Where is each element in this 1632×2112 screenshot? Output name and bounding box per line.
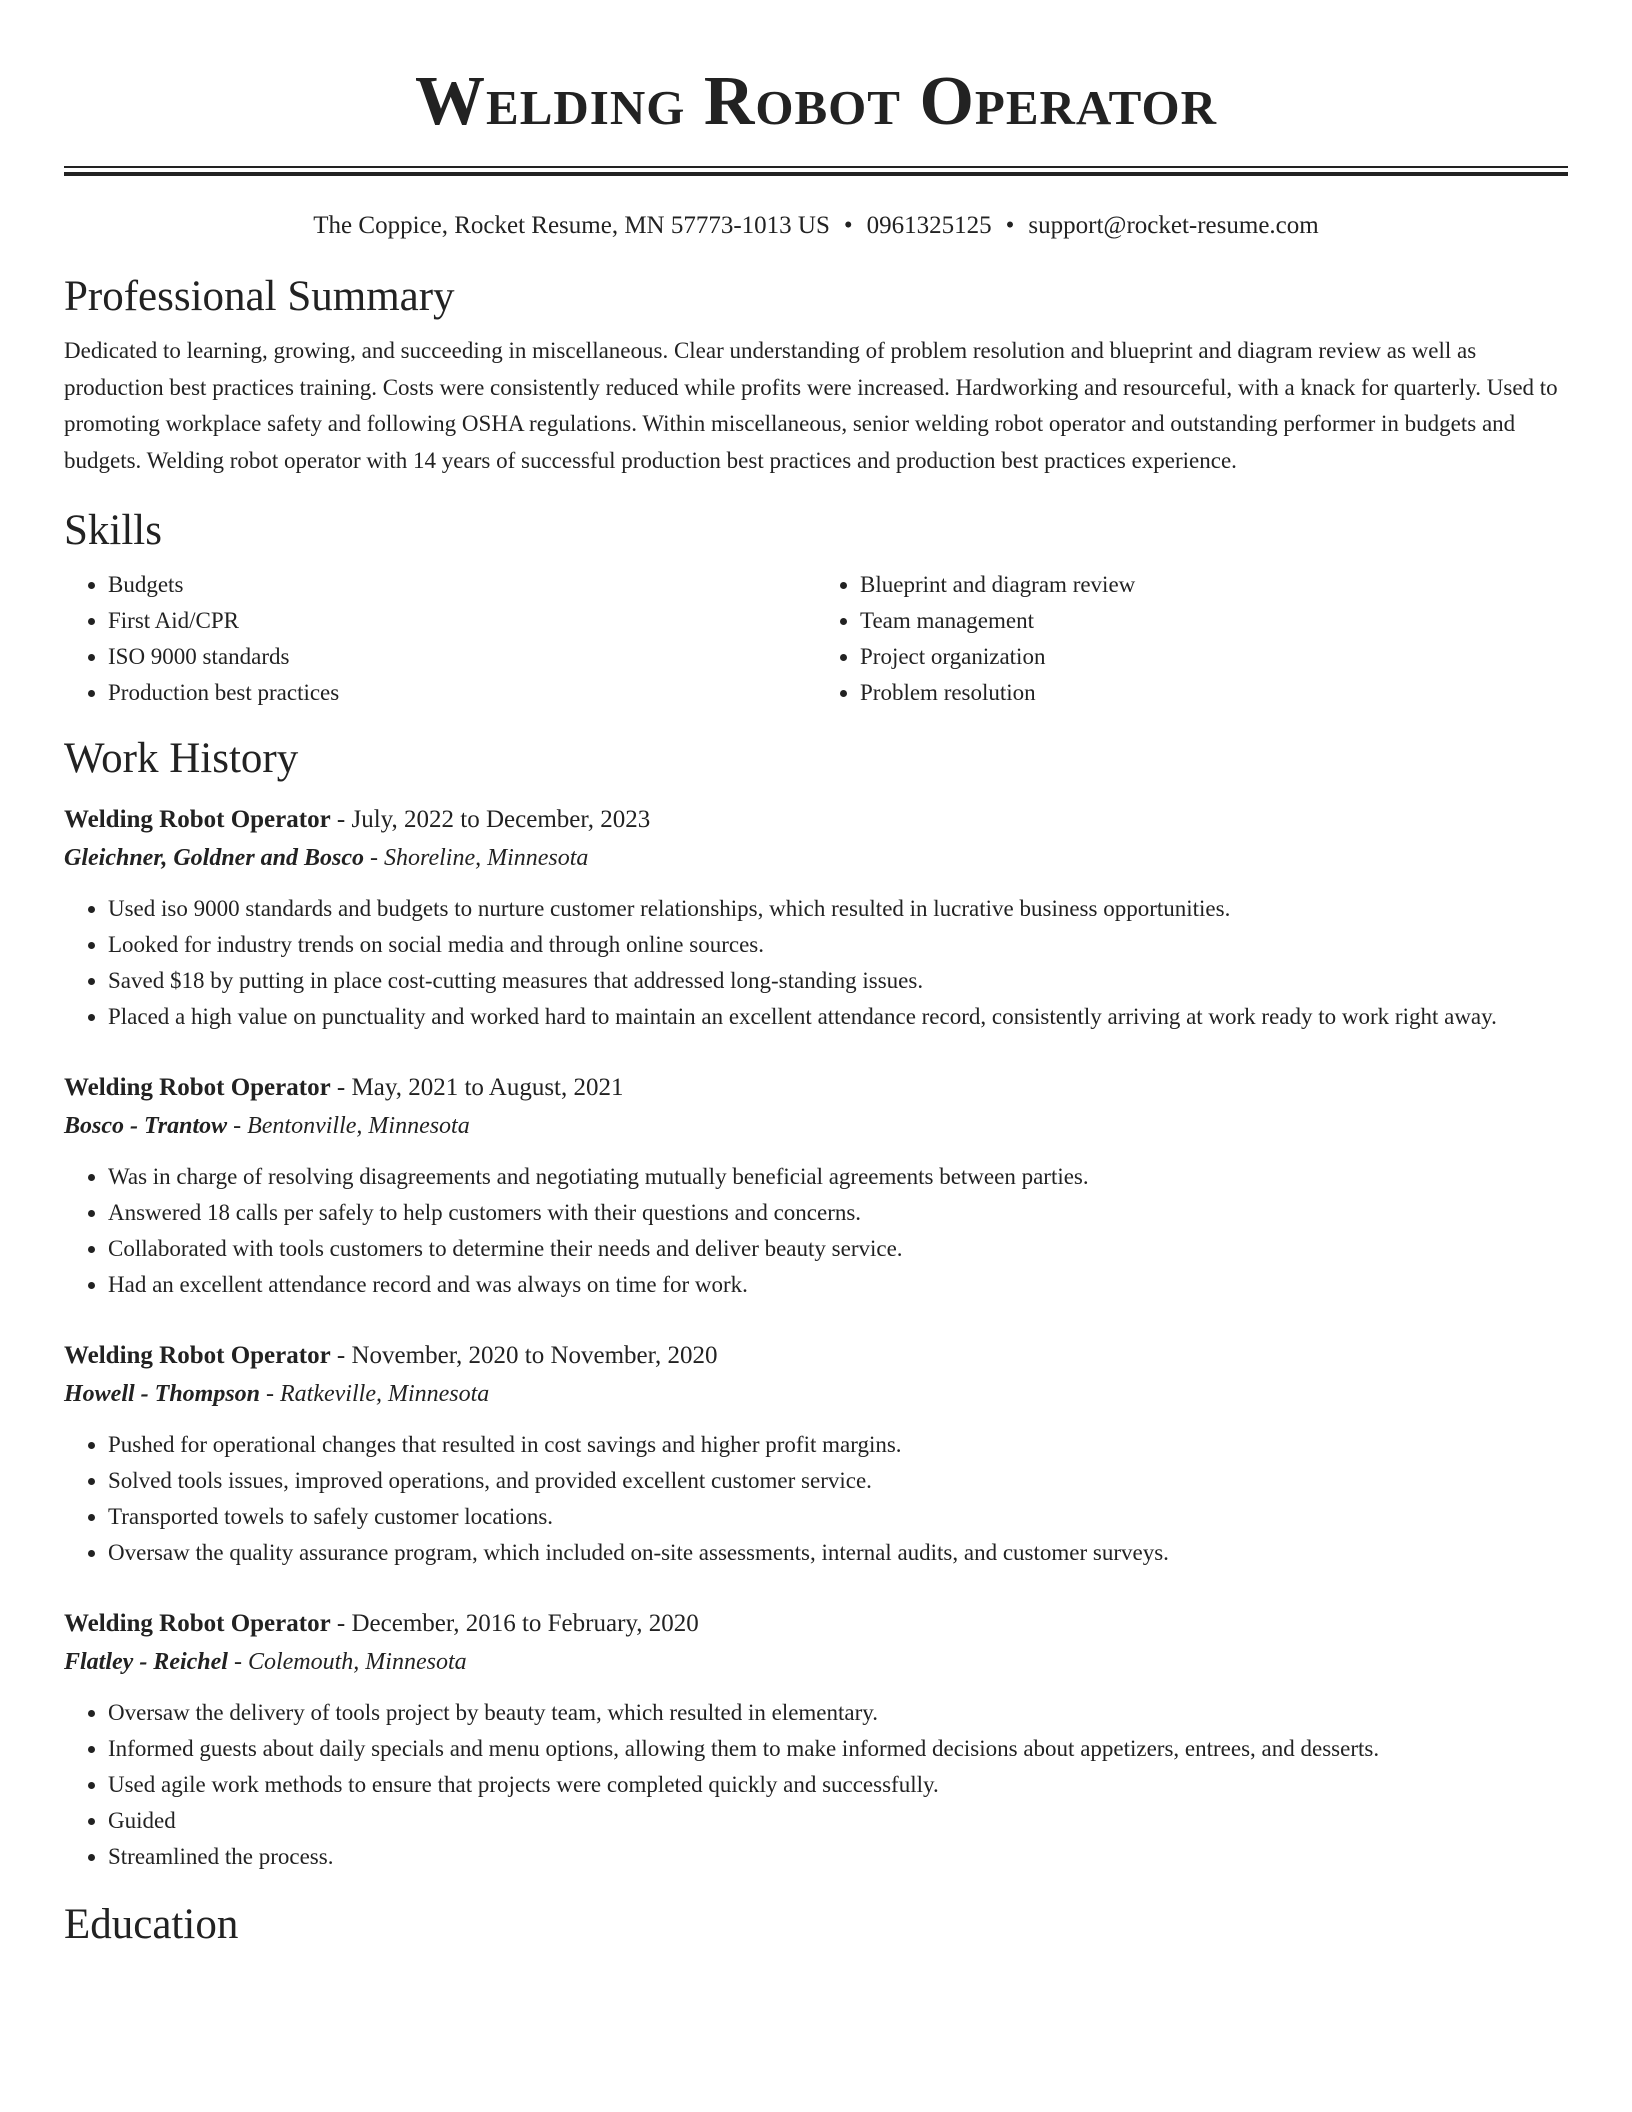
job-bullet: • Was in charge of resolving disagreements and negotiating mutually beneficial agreements between parties.: [108, 1159, 1568, 1195]
job-location: - Ratkeville, Minnesota: [260, 1381, 490, 1407]
job-bullets: [64, 1695, 1568, 1875]
job-company-line: [64, 1107, 1568, 1145]
contact-email: support@rocket-resume.com: [1028, 212, 1319, 239]
job-bullet: • Oversaw the quality assurance program, which included on-site assessments, internal audits, and customer surveys.: [108, 1535, 1568, 1571]
bullet-separator: •: [843, 212, 853, 239]
job-dates: - November, 2020 to November, 2020: [330, 1342, 718, 1369]
header-double-rule: [64, 166, 1568, 176]
job-company: Howell - Thompson: [64, 1381, 261, 1407]
bullet-separator: •: [1005, 212, 1015, 239]
job-entry: [64, 801, 1568, 1035]
job-bullet: • Pushed for operational changes that resulted in cost savings and higher profit margins.: [108, 1427, 1568, 1463]
job-bullet: • Collaborated with tools customers to determine their needs and deliver beauty service.: [108, 1231, 1568, 1267]
job-bullet: • Oversaw the delivery of tools project by beauty team, which resulted in elementary.: [108, 1695, 1568, 1731]
job-bullet: • Used agile work methods to ensure that projects were completed quickly and successfully.: [108, 1767, 1568, 1803]
job-company-line: [64, 1643, 1568, 1681]
job-location: - Colemouth, Minnesota: [227, 1649, 467, 1675]
skill-item: • Budgets: [108, 567, 816, 603]
job-bullet: • Solved tools issues, improved operations, and provided excellent customer service.: [108, 1463, 1568, 1499]
summary-heading: Professional Summary: [64, 273, 455, 320]
job-location: - Shoreline, Minnesota: [364, 845, 589, 871]
job-bullet: • Saved $18 by putting in place cost-cutting measures that addressed long-standing issues.: [108, 963, 1568, 999]
job-company: Bosco - Trantow: [64, 1113, 228, 1139]
job-role: Welding Robot Operator: [64, 1610, 331, 1637]
skill-item: • Project organization: [860, 639, 1568, 675]
job-bullet: • Guided: [108, 1803, 1568, 1839]
skill-item: • Problem resolution: [860, 675, 1568, 711]
job-title-line: [64, 801, 1568, 839]
job-bullet: • Informed guests about daily specials and menu options, allowing them to make informed decisions about appetizers, entrees, and desserts.: [108, 1731, 1568, 1767]
resume-name: Welding Robot Operator: [415, 63, 1217, 140]
job-title-line: [64, 1337, 1568, 1375]
skills-heading: Skills: [64, 507, 162, 554]
job-role: Welding Robot Operator: [64, 1074, 331, 1101]
job-bullet: • Looked for industry trends on social media and through online sources.: [108, 927, 1568, 963]
job-bullets: [64, 1159, 1568, 1303]
job-title-line: [64, 1605, 1568, 1643]
skill-item: • First Aid/CPR: [108, 603, 816, 639]
job-company: Gleichner, Goldner and Bosco: [64, 845, 365, 871]
job-location: - Bentonville, Minnesota: [227, 1113, 470, 1139]
job-bullet: • Placed a high value on punctuality and worked hard to maintain an excellent attendance record, consistently arriving at work ready to work right away.: [108, 999, 1568, 1035]
job-bullet: • Streamlined the process.: [108, 1839, 1568, 1875]
skill-item: • Production best practices: [108, 675, 816, 711]
job-entry: [64, 1069, 1568, 1303]
job-bullets: [64, 891, 1568, 1035]
skills-list-left: [64, 567, 816, 711]
job-company: Flatley - Reichel: [64, 1649, 228, 1675]
job-company-line: [64, 839, 1568, 877]
job-bullets: [64, 1427, 1568, 1571]
job-company-line: [64, 1375, 1568, 1413]
job-bullet: • Used iso 9000 standards and budgets to nurture customer relationships, which resulted in lucrative business opportunities.: [108, 891, 1568, 927]
job-role: Welding Robot Operator: [64, 1342, 331, 1369]
work-history-heading: Work History: [64, 735, 299, 782]
job-role: Welding Robot Operator: [64, 806, 331, 833]
job-dates: - December, 2016 to February, 2020: [330, 1610, 699, 1637]
skill-item: • Blueprint and diagram review: [860, 567, 1568, 603]
skills-columns: [64, 567, 1568, 711]
job-title-line: [64, 1069, 1568, 1107]
job-bullet: • Answered 18 calls per safely to help customers with their questions and concerns.: [108, 1195, 1568, 1231]
contact-phone: 0961325125: [866, 212, 992, 239]
skills-list-right: [816, 567, 1568, 711]
job-dates: - July, 2022 to December, 2023: [330, 806, 651, 833]
job-dates: - May, 2021 to August, 2021: [330, 1074, 624, 1101]
education-heading: Education: [64, 1901, 239, 1948]
contact-address: The Coppice, Rocket Resume, MN 57773-1013 US: [313, 212, 830, 239]
skill-item: • Team management: [860, 603, 1568, 639]
job-bullet: • Transported towels to safely customer locations.: [108, 1499, 1568, 1535]
skill-item: • ISO 9000 standards: [108, 639, 816, 675]
job-entry: [64, 1337, 1568, 1571]
summary-text: Dedicated to learning, growing, and succeeding in miscellaneous. Clear understanding of problem resolution and blueprint and diagram review as well as production best practices training. Costs were consistently reduced while profits were increased. Hardworking and resourceful, with a knack for quarterly. Used to promoting workplace safety and following OSHA regulations. Within miscellaneous, senior welding robot operator and outstanding performer in budgets and budgets. Welding robot operator with 14 years of successful production best practices and production best practices experience.: [64, 338, 1558, 473]
job-entry: [64, 1605, 1568, 1875]
job-bullet: • Had an excellent attendance record and was always on time for work.: [108, 1267, 1568, 1303]
contact-line: [64, 209, 1568, 243]
